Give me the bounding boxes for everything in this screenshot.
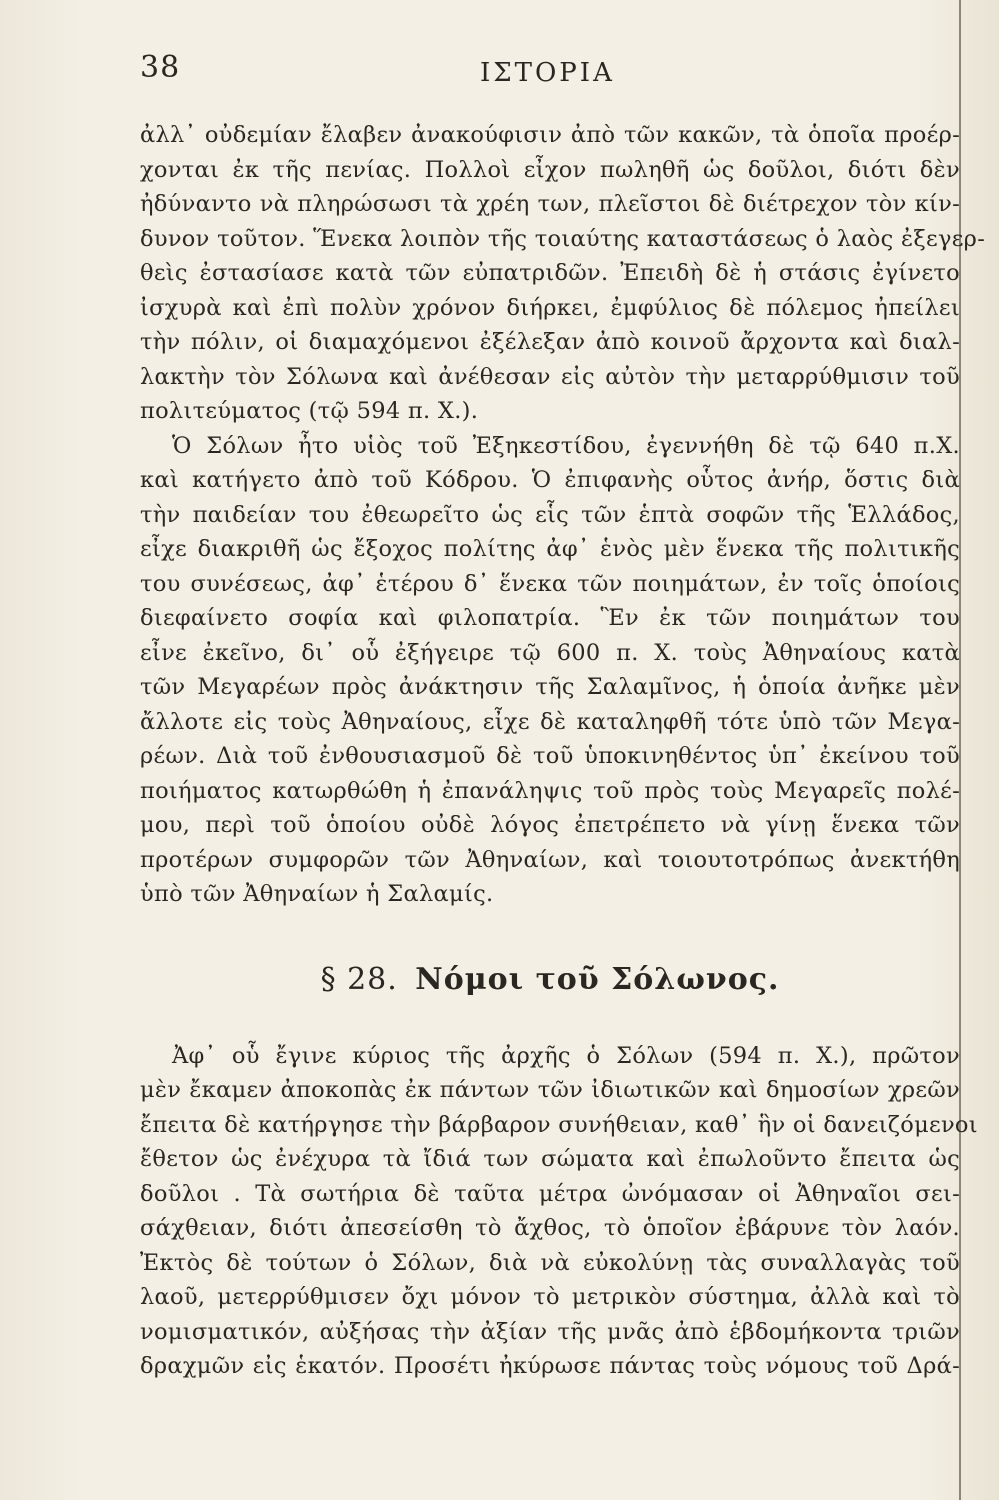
text-line: δυνον τοῦτον. Ἕνεκα λοιπὸν τῆς τοιαύτης καταστάσεως ὁ λαὸς ἐξεγερ- bbox=[140, 225, 986, 252]
text-line: εἶνε ἐκεῖνο, δι᾽ οὗ ἐξήγειρε τῷ 600 π. Χ. τοὺς Ἀθηναίους κατὰ bbox=[140, 639, 960, 666]
paragraph-1 bbox=[140, 118, 986, 429]
page-header bbox=[140, 50, 960, 100]
text-line: ἔπειτα δὲ κατήργησε τὴν βάρβαρον συνήθειαν, καθ᾽ ἣν οἱ δανειζόμενοι bbox=[140, 1111, 978, 1138]
text-line: τὴν παιδείαν του ἐθεωρεῖτο ὡς εἷς τῶν ἑπτὰ σοφῶν τῆς Ἑλλάδος, bbox=[140, 501, 960, 528]
text-line: τὴν πόλιν, οἱ διαμαχόμενοι ἐξέλεξαν ἀπὸ κοινοῦ ἄρχοντα καὶ διαλ- bbox=[140, 329, 960, 355]
text-line: ἰσχυρὰ καὶ ἐπὶ πολὺν χρόνον διήρκει, ἐμφύλιος δὲ πόλεμος ἠπείλει bbox=[140, 294, 960, 321]
text-line: θεὶς ἐστασίασε κατὰ τῶν εὐπατριδῶν. Ἐπειδὴ δὲ ἡ στάσις ἐγίνετο bbox=[140, 260, 960, 286]
text-line: μου, περὶ τοῦ ὁποίου οὐδὲ λόγος ἐπετρέπετο νὰ γίνῃ ἕνεκα τῶν bbox=[140, 812, 960, 838]
page-number: 38 bbox=[140, 50, 181, 85]
section-title: Νόμοι τοῦ Σόλωνος. bbox=[415, 961, 780, 997]
text-line: τῶν Μεγαρέων πρὸς ἀνάκτησιν τῆς Σαλαμῖνος, ἡ ὁποία ἀνῆκε μὲν bbox=[140, 674, 960, 700]
text-line: διεφαίνετο σοφία καὶ φιλοπατρία. Ἓν ἐκ τῶν ποιημάτων του bbox=[140, 605, 960, 631]
section-number: § 28. bbox=[320, 961, 398, 997]
text-line: εἶχε διακριθῆ ὡς ἔξοχος πολίτης ἀφ᾽ ἑνὸς μὲν ἕνεκα τῆς πολιτικῆς bbox=[140, 536, 960, 562]
text-line: προτέρων συμφορῶν τῶν Ἀθηναίων, καὶ τοιουτοτρόπως ἀνεκτήθη bbox=[140, 846, 960, 873]
text-line: σάχθειαν, διότι ἀπεσείσθη τὸ ἄχθος, τὸ ὁποῖον ἐβάρυνε τὸν λαόν. bbox=[140, 1215, 960, 1241]
text-line: καὶ κατήγετο ἀπὸ τοῦ Κόδρου. Ὁ ἐπιφανὴς οὗτος ἀνήρ, ὅστις διὰ bbox=[140, 467, 960, 493]
text-line: δραχμῶν εἰς ἑκατόν. Προσέτι ἠκύρωσε πάντας τοὺς νόμους τοῦ Δρά- bbox=[140, 1353, 960, 1379]
text-line: Ὁ Σόλων ἦτο υἱὸς τοῦ Ἐξηκεστίδου, ἐγεννήθη δὲ τῷ 640 π.Χ. bbox=[172, 432, 960, 459]
text-line: λακτὴν τὸν Σόλωνα καὶ ἀνέθεσαν εἰς αὐτὸν τὴν μεταρρύθμισιν τοῦ bbox=[140, 363, 960, 390]
text-line: χονται ἐκ τῆς πενίας. Πολλοὶ εἶχον πωληθῆ ὡς δοῦλοι, διότι δὲν bbox=[140, 156, 960, 183]
paragraph-3 bbox=[140, 1039, 978, 1384]
text-line: νομισματικόν, αὐξήσας τὴν ἀξίαν τῆς μνᾶς ἀπὸ ἑβδομήκοντα τριῶν bbox=[140, 1318, 960, 1345]
text-line: ἄλλοτε εἰς τοὺς Ἀθηναίους, εἶχε δὲ καταληφθῆ τότε ὑπὸ τῶν Μεγα- bbox=[140, 708, 960, 735]
text-line: ποιήματος κατωρθώθη ἡ ἐπανάληψις τοῦ πρὸς τοὺς Μεγαρεῖς πολέ- bbox=[140, 777, 960, 804]
text-line: ἠδύναντο νὰ πληρώσωσι τὰ χρέη των, πλεῖστοι δὲ διέτρεχον τὸν κίν- bbox=[140, 191, 960, 217]
text-line: Ἀφ᾽ οὗ ἔγινε κύριος τῆς ἀρχῆς ὁ Σόλων (594 π. Χ.), πρῶτον bbox=[172, 1042, 960, 1069]
text-line: του συνέσεως, ἀφ᾽ ἑτέρου δ᾽ ἕνεκα τῶν ποιημάτων, ἐν τοῖς ὁποίοις bbox=[140, 570, 960, 597]
text-line: ὑπὸ τῶν Ἀθηναίων ἡ Σαλαμίς. bbox=[140, 881, 494, 907]
running-head: ΙΣΤΟΡΙΑ bbox=[480, 58, 615, 88]
text-line: Ἐκτὸς δὲ τούτων ὁ Σόλων, διὰ νὰ εὐκολύνῃ τὰς συναλλαγὰς τοῦ bbox=[140, 1249, 960, 1276]
paragraph-2 bbox=[140, 429, 960, 912]
text-line: ρέων. Διὰ τοῦ ἐνθουσιασμοῦ δὲ τοῦ ὑποκινηθέντος ὑπ᾽ ἐκείνου τοῦ bbox=[140, 743, 960, 769]
text-line: ἔθετον ὡς ἐνέχυρα τὰ ἴδιά των σώματα καὶ ἐπωλοῦντο ἔπειτα ὡς bbox=[140, 1146, 960, 1172]
text-line: πολιτεύματος (τῷ 594 π. Χ.). bbox=[140, 398, 479, 424]
text-line: δοῦλοι . Τὰ σωτήρια δὲ ταῦτα μέτρα ὠνόμασαν οἱ Ἀθηναῖοι σει- bbox=[140, 1180, 960, 1207]
text-line: ἀλλ᾽ οὐδεμίαν ἔλαβεν ἀνακούφισιν ἀπὸ τῶν κακῶν, τὰ ὁποῖα προέρ- bbox=[140, 122, 960, 148]
section-heading bbox=[140, 962, 960, 997]
text-line: λαοῦ, μετερρύθμισεν ὄχι μόνον τὸ μετρικὸν σύστημα, ἀλλὰ καὶ τὸ bbox=[140, 1284, 960, 1310]
body-text bbox=[140, 118, 986, 1384]
text-line: μὲν ἔκαμεν ἀποκοπὰς ἐκ πάντων τῶν ἰδιωτικῶν καὶ δημοσίων χρεῶν bbox=[140, 1077, 960, 1103]
